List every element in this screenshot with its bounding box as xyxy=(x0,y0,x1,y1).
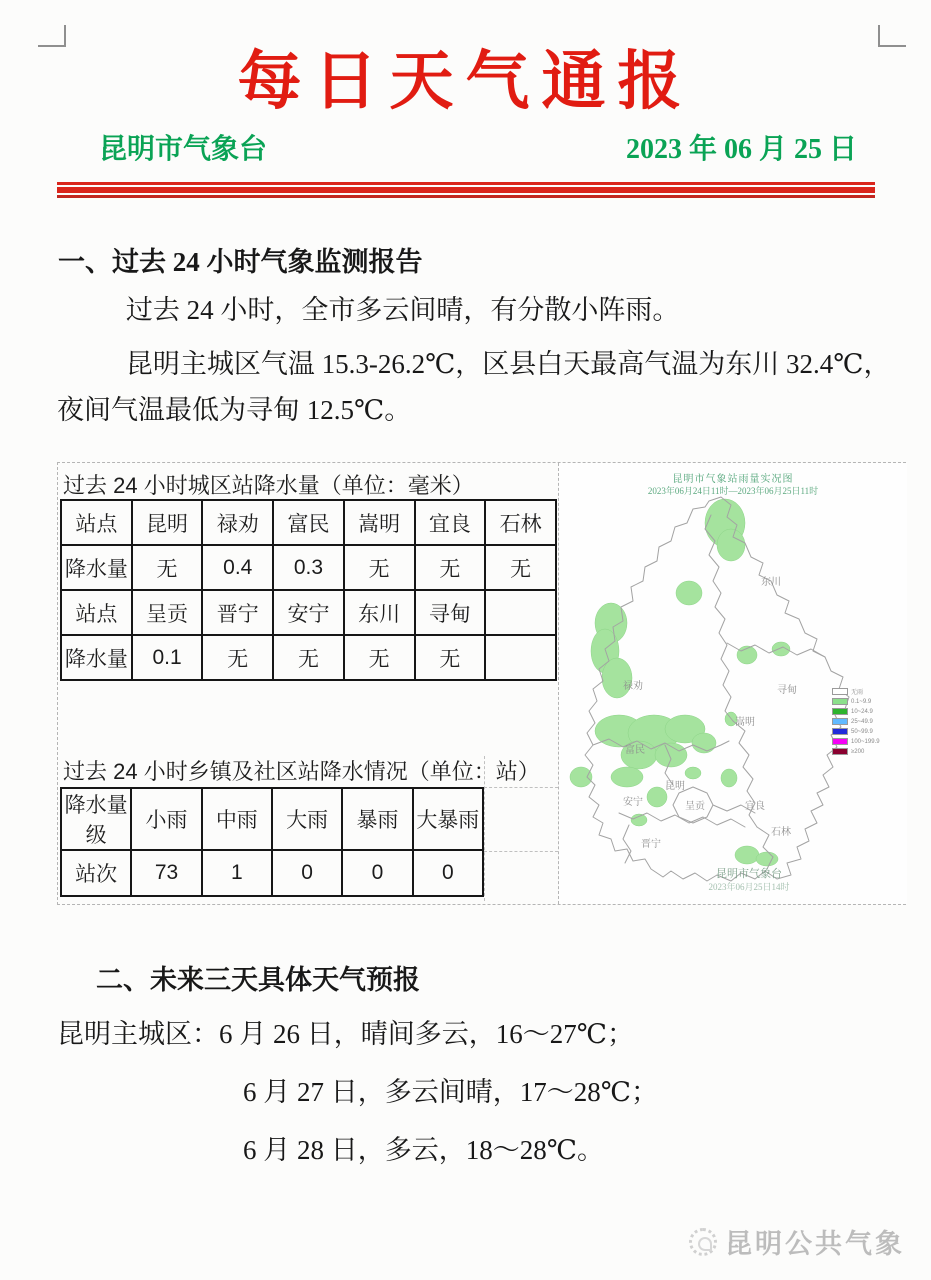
district-label: 安宁 xyxy=(623,797,643,808)
table-row xyxy=(61,500,556,545)
table-cell: 禄劝 xyxy=(202,500,273,545)
township-rainfall-table xyxy=(60,787,484,897)
map-title-period: 2023年06月24日11时—2023年06月25日11时 xyxy=(647,486,819,496)
legend-label: 无雨 xyxy=(851,690,864,696)
table-row xyxy=(61,590,556,635)
forecast-day3: 6 月 28 日，多云，18～28℃。 xyxy=(243,1135,604,1165)
table-cell: 降水量级 xyxy=(61,788,131,850)
subheader xyxy=(57,127,877,167)
table-cell: 0 xyxy=(413,850,483,896)
district-label: 昆明 xyxy=(665,781,685,792)
district-label: 呈贡 xyxy=(685,801,705,812)
table-cell: 晋宁 xyxy=(202,590,273,635)
district-label: 嵩明 xyxy=(735,717,755,728)
table-cell: 无 xyxy=(202,635,273,680)
table-cell: 安宁 xyxy=(273,590,344,635)
table-cell: 嵩明 xyxy=(344,500,415,545)
table-cell: 无 xyxy=(415,545,486,590)
rainfall-tables-column xyxy=(58,463,559,904)
legend-item xyxy=(832,717,880,726)
district-label: 晋宁 xyxy=(641,839,661,850)
table-cell: 无 xyxy=(344,635,415,680)
legend-swatch xyxy=(832,698,848,705)
table-cell: 站次 xyxy=(61,850,131,896)
table-cell: 无 xyxy=(132,545,203,590)
table-cell: 寻甸 xyxy=(415,590,486,635)
legend-swatch xyxy=(832,728,848,735)
table-cell: 小雨 xyxy=(131,788,201,850)
table-cell: 大暴雨 xyxy=(413,788,483,850)
table-cell xyxy=(485,590,556,635)
page-title: 每日天气通报 xyxy=(237,46,694,117)
legend-item xyxy=(832,707,880,716)
gridline xyxy=(484,851,558,852)
table-cell: 站点 xyxy=(61,590,132,635)
map-title: 昆明市气象站雨量实况图 xyxy=(672,474,794,485)
map-caption-agency: 昆明市气象台 xyxy=(716,868,782,880)
section1-heading: 一、过去 24 小时气象监测报告 xyxy=(58,247,423,277)
legend-item xyxy=(832,697,880,706)
legend-label: 10~24.9 xyxy=(851,708,873,715)
gridline xyxy=(484,756,485,901)
urban-rainfall-table xyxy=(60,499,557,681)
table-cell: 大雨 xyxy=(272,788,342,850)
legend-swatch xyxy=(832,738,848,745)
table-cell: 0 xyxy=(272,850,342,896)
forecast-day1: 昆明主城区：6 月 26 日，晴间多云，16～27℃； xyxy=(57,1019,634,1049)
legend-item xyxy=(832,687,880,696)
table-cell: 0.3 xyxy=(273,545,344,590)
table-cell: 1 xyxy=(202,850,272,896)
observation-grid xyxy=(57,462,906,905)
table-row xyxy=(61,545,556,590)
legend-label: 100~199.9 xyxy=(851,738,880,745)
section1-paragraph-2: 昆明主城区气温 15.3-26.2℃，区县白天最高气温为东川 32.4℃，夜间气温最低为寻甸 12.5℃。 xyxy=(57,349,891,425)
legend-swatch xyxy=(832,688,848,695)
table-cell xyxy=(485,635,556,680)
legend-label: ≥200 xyxy=(851,748,865,755)
section2-heading: 二、未来三天具体天气预报 xyxy=(96,965,420,995)
legend-label: 25~49.9 xyxy=(851,718,873,725)
table-cell: 降水量 xyxy=(61,635,132,680)
table-cell: 0.1 xyxy=(132,635,203,680)
watermark-text: 昆明公共气象 xyxy=(725,1229,905,1259)
table-cell: 无 xyxy=(415,635,486,680)
forecast-day2: 6 月 27 日，多云间晴，17～28℃； xyxy=(243,1077,658,1107)
district-label: 禄劝 xyxy=(623,681,643,692)
table-cell: 富民 xyxy=(273,500,344,545)
table-cell: 无 xyxy=(344,545,415,590)
district-label: 石林 xyxy=(771,827,791,838)
section1-paragraph-1: 过去 24 小时，全市多云间晴，有分散小阵雨。 xyxy=(125,295,680,325)
legend-item xyxy=(832,737,880,746)
legend-label: 50~99.9 xyxy=(851,728,873,735)
table-cell: 石林 xyxy=(485,500,556,545)
district-label: 东川 xyxy=(761,577,781,588)
legend-label: 0.1~9.9 xyxy=(851,698,872,705)
header-divider xyxy=(57,182,875,198)
table-cell: 东川 xyxy=(344,590,415,635)
table-cell: 0.4 xyxy=(202,545,273,590)
table-cell: 暴雨 xyxy=(342,788,412,850)
table-cell: 站点 xyxy=(61,500,132,545)
table-row xyxy=(61,850,483,896)
table-cell: 无 xyxy=(485,545,556,590)
legend-item xyxy=(832,747,880,756)
table-cell: 呈贡 xyxy=(132,590,203,635)
district-label: 寻甸 xyxy=(777,685,797,696)
report-date: 2023 年 06 月 25 日 xyxy=(625,134,857,165)
legend-swatch xyxy=(832,718,848,725)
table-cell: 降水量 xyxy=(61,545,132,590)
table-cell: 无 xyxy=(273,635,344,680)
table-row xyxy=(61,788,483,850)
table-cell: 宜良 xyxy=(415,500,486,545)
rainfall-map-panel xyxy=(559,463,907,904)
rainfall-legend xyxy=(832,687,880,757)
township-rainfall-table-title: 过去 24 小时乡镇及社区站降水情况（单位：站） xyxy=(63,759,540,784)
map-caption-time: 2023年06月25日14时 xyxy=(708,882,790,892)
gridline xyxy=(484,787,558,788)
district-label: 宜良 xyxy=(745,801,765,812)
table-cell: 昆明 xyxy=(132,500,203,545)
urban-rainfall-table-title: 过去 24 小时城区站降水量（单位：毫米） xyxy=(63,473,474,498)
agency-name: 昆明市气象台 xyxy=(99,133,268,164)
public-weather-logo-icon xyxy=(689,1228,717,1256)
legend-swatch xyxy=(832,708,848,715)
table-cell: 0 xyxy=(342,850,412,896)
district-label: 富民 xyxy=(625,745,645,756)
legend-swatch xyxy=(832,748,848,755)
table-cell: 73 xyxy=(131,850,201,896)
watermark xyxy=(689,1222,905,1261)
legend-item xyxy=(832,727,880,736)
table-cell: 中雨 xyxy=(202,788,272,850)
table-row xyxy=(61,635,556,680)
